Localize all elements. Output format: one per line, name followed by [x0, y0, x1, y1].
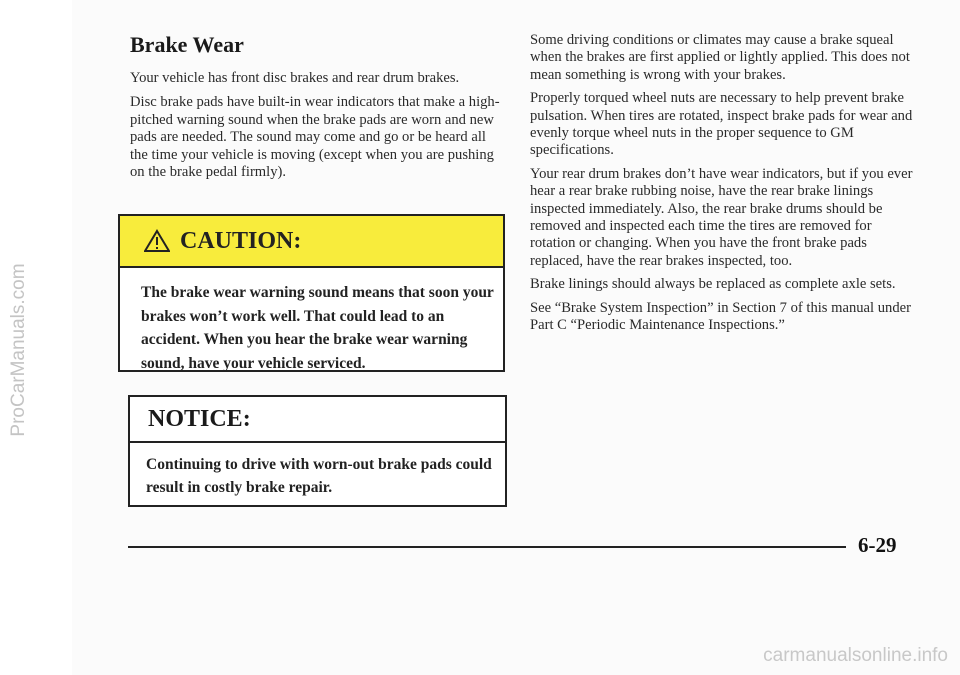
section-title: Brake Wear — [130, 32, 244, 57]
paragraph: Brake linings should always be replaced as complete axle sets. — [530, 276, 896, 293]
caution-title: CAUTION: — [180, 227, 302, 254]
paragraph: Some driving conditions or climates may cause a brake squeal when the brakes are first applied or lightly applied. This does not mean something is wrong with your brakes. — [530, 32, 910, 83]
left-column — [118, 32, 506, 188]
footer-rule — [128, 546, 846, 548]
caution-text: The brake wear warning sound means that soon your brakes won’t work well. That could lead to an accident. When you hear the brake wear warning sound, have your vehicle serviced. — [141, 284, 494, 372]
caution-box — [118, 214, 505, 372]
notice-title: NOTICE: — [148, 405, 251, 432]
paragraph: Your vehicle has front disc brakes and rear drum brakes. — [130, 70, 460, 86]
footer-watermark: carmanualsonline.info — [763, 645, 948, 666]
side-watermark-text: ProCarManuals.com — [8, 263, 29, 437]
notice-text: Continuing to drive with worn-out brake pads could result in costly brake repair. — [146, 456, 492, 496]
side-watermark — [0, 0, 72, 675]
paragraph: See “Brake System Inspection” in Section 7 of this manual under Part C “Periodic Maintenance Inspections.” — [530, 299, 911, 334]
paragraph: Properly torqued wheel nuts are necessary to help prevent brake pulsation. When tires are rotated, inspect brake pads for wear and evenly torque wheel nuts in the proper sequence to GM specifications. — [530, 90, 913, 159]
right-column — [530, 32, 915, 341]
page-number: 6-29 — [858, 533, 897, 557]
notice-header — [130, 397, 505, 443]
caution-header — [120, 216, 503, 268]
paragraph: Your rear drum brakes don’t have wear indicators, but if you ever hear a rear brake rubbing noise, have the rear brake linings inspected immediately. Also, the rear brake drums should be removed and inspected each time the tires are removed for rotation or changing. When you have the front brake pads replaced, have the rear brakes inspected, too. — [530, 165, 913, 269]
notice-box — [128, 395, 507, 507]
warning-triangle-icon — [144, 229, 170, 253]
paragraph: Disc brake pads have built-in wear indicators that make a high-pitched warning sound when the brake pads are worn and new pads are needed. The sound may come and go or be heard all the time your vehicle is moving (except when you are pushing on the brake pedal firmly). — [130, 94, 500, 181]
